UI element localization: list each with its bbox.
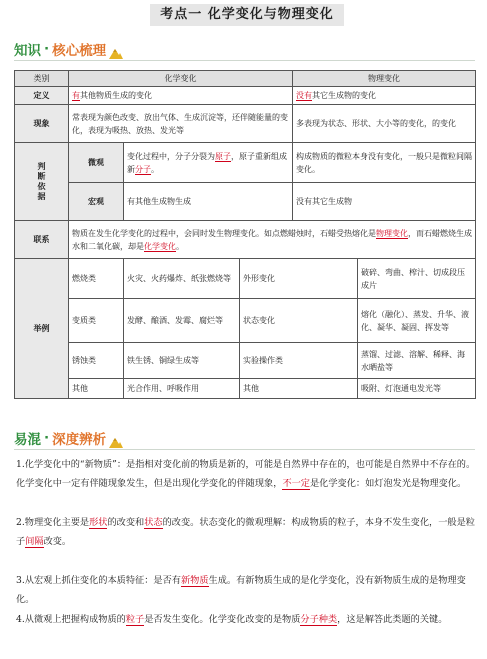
- section-knowledge-heading: 知识 · 核心梳理: [14, 39, 123, 59]
- table-row: [15, 183, 476, 221]
- header-physical: 物理变化: [293, 71, 476, 87]
- example-chem-type: 其他: [69, 379, 124, 399]
- header-chemical: 化学变化: [69, 71, 293, 87]
- table-row: [15, 259, 476, 299]
- table-row: [15, 299, 476, 343]
- micro-chemical: 变化过程中，分子分裂为原子，原子重新组成新分子。: [124, 143, 293, 183]
- macro-physical: 没有其它生成物: [293, 183, 476, 221]
- example-chem-items: 发酵、酿酒、发霉、腐烂等: [124, 299, 240, 343]
- micro-physical: 构成物质的微粒本身没有变化，一般只是微粒间隔变化。: [293, 143, 476, 183]
- example-phys-type: 其他: [240, 379, 358, 399]
- note-4: 4.从微观上把握构成物质的粒子是否发生变化。化学变化改变的是物质分子种类，这是解答此类题的关键。: [16, 614, 448, 625]
- example-chem-type: 锈蚀类: [69, 343, 124, 379]
- table-row: [15, 105, 476, 143]
- row-label-relation: 联系: [15, 221, 69, 259]
- note-1: 1.化学变化中的“新物质”：是指相对变化前的物质是新的，可能是自然界中存在的，也可能是自然界中不存在的。化学变化中一定有伴随现象发生，但是出现化学变化的伴随现象，不一定是化学变化：如灯泡发光是物理变化。: [16, 459, 476, 489]
- relation-text: 物质在发生化学变化的过程中，会同时发生物理变化。如点燃蜡烛时，石蜡受热熔化是物理变化，而石蜡燃烧生成水和二氧化碳，却是化学变化。: [69, 221, 476, 259]
- page-title: 考点一 化学变化与物理变化: [150, 4, 344, 26]
- example-phys-items: 吸附、灯泡通电发光等: [358, 379, 476, 399]
- table-header-row: [15, 71, 476, 87]
- table-row: [15, 221, 476, 259]
- mountain-icon: [109, 436, 123, 448]
- phenomenon-chemical: 常表现为颜色改变、放出气体、生成沉淀等，还伴随能量的变化，表现为吸热、放热、发光等: [69, 105, 293, 143]
- example-phys-type: 实验操作类: [240, 343, 358, 379]
- row-label-macro: 宏观: [69, 183, 124, 221]
- mountain-icon: [109, 47, 123, 59]
- example-phys-type: 外形变化: [240, 259, 358, 299]
- example-chem-items: 光合作用、呼吸作用: [124, 379, 240, 399]
- row-label-micro: 微观: [69, 143, 124, 183]
- example-chem-items: 铁生锈、铜绿生成等: [124, 343, 240, 379]
- example-phys-items: 破碎、弯曲、榨汁、切成段压成片: [358, 259, 476, 299]
- phenomenon-physical: 多表现为状态、形状、大小等的变化，的变化: [293, 105, 476, 143]
- row-label-phenomenon: 现象: [15, 105, 69, 143]
- example-phys-items: 熔化（融化）、蒸发、升华、液化、凝华、凝固、挥发等: [358, 299, 476, 343]
- table-row: [15, 343, 476, 379]
- section-confusion-heading: 易混 · 深度辨析: [14, 428, 123, 448]
- table-row: [15, 87, 476, 105]
- macro-chemical: 有其他生成物生成: [124, 183, 293, 221]
- example-phys-type: 状态变化: [240, 299, 358, 343]
- example-chem-type: 变质类: [69, 299, 124, 343]
- row-label-definition: 定义: [15, 87, 69, 105]
- divider: [14, 60, 475, 61]
- definition-chemical: 有其他物质生成的变化: [69, 87, 293, 105]
- comparison-table: [14, 70, 476, 399]
- example-chem-type: 燃烧类: [69, 259, 124, 299]
- note-3: 3.从宏观上抓住变化的本质特征：是否有新物质生成。有新物质生成的是化学变化，没有新物质生成的是物理变化。: [16, 575, 466, 605]
- row-label-examples: 举例: [15, 259, 69, 399]
- table-row: [15, 379, 476, 399]
- example-chem-items: 火灾、火药爆炸、纸张燃烧等: [124, 259, 240, 299]
- table-row: [15, 143, 476, 183]
- row-label-judgement: 判断依据: [15, 143, 69, 221]
- header-category: 类别: [15, 71, 69, 87]
- example-phys-items: 蒸馏、过滤、溶解、稀释、海水晒盐等: [358, 343, 476, 379]
- divider: [14, 449, 475, 450]
- note-2: 2.物理变化主要是形状的改变和状态的改变。状态变化的微观理解：构成物质的粒子，本身不发生变化，一般是粒子间隔改变。: [16, 517, 475, 547]
- definition-physical: 没有其它生成物的变化: [293, 87, 476, 105]
